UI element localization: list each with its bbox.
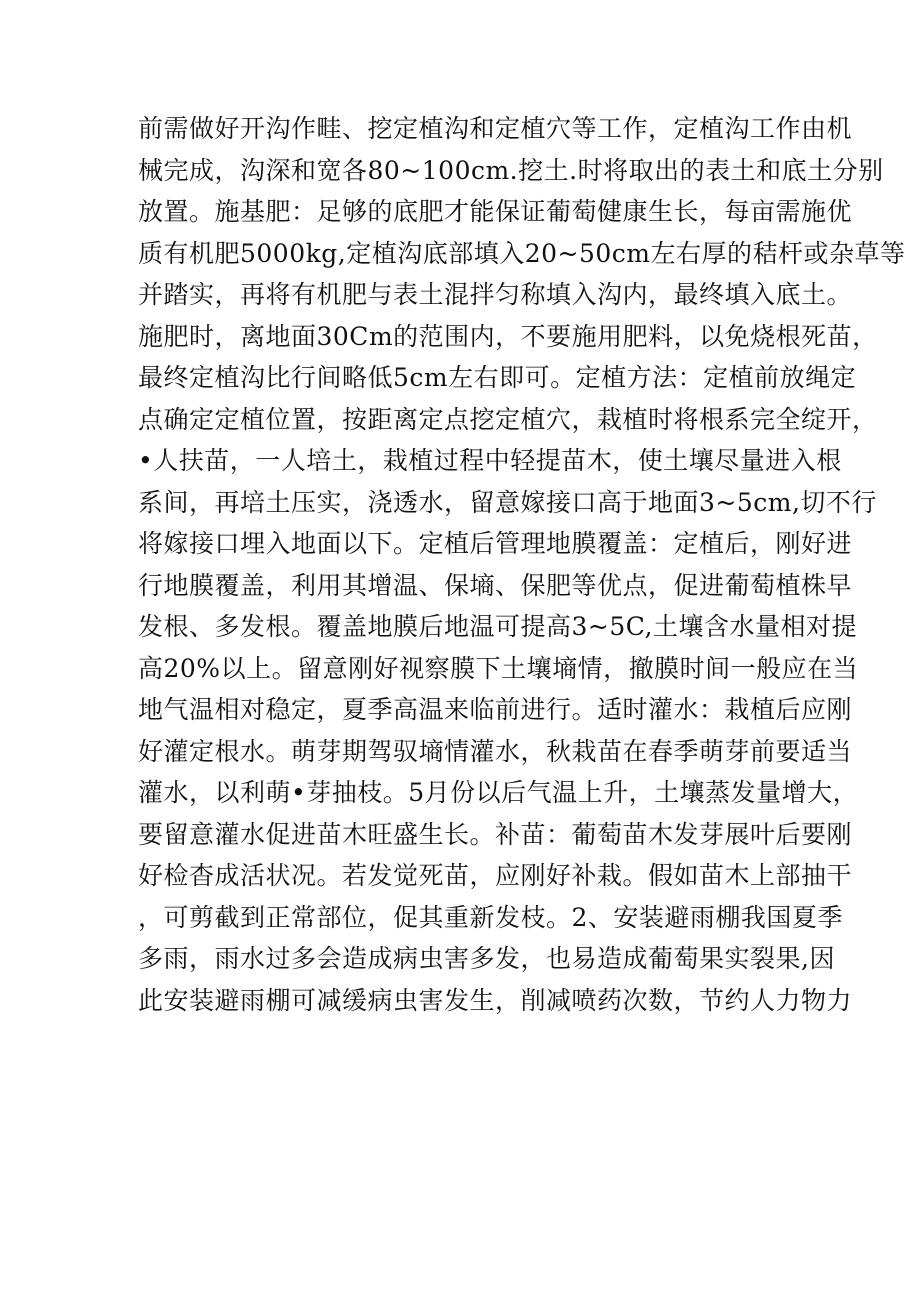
text-line: ，可剪截到正常部位，促其重新发枝。2、安装避雨棚我国夏季 bbox=[138, 902, 843, 932]
text-line: 放置。施基肥：足够的底肥才能保证葡萄健康生长，每亩需施优 bbox=[138, 197, 853, 226]
text-line: 点确定定植位置，按距离定点挖定植穴，栽植时将根系完全绽开， bbox=[138, 404, 878, 434]
text-line: 械完成，沟深和宽各80~100cm.挖土.时将取出的表土和底土分别 bbox=[138, 155, 884, 185]
text-line: 施肥时，离地面30Cm的范围内，不要施用肥料，以免烧根死苗， bbox=[138, 321, 878, 351]
text-line: 好检杳成活状况。若发觉死苗，应刚好补栽。假如苗木上部抽干 bbox=[138, 861, 853, 890]
text-line: 发根、多发根。覆盖地膜后地温可提高3~5C,土壤含水量相对提 bbox=[138, 612, 857, 641]
text-line: 好灌定根水。萌芽期驾驭墒情灌水，秋栽苗在春季萌芽前要适当 bbox=[138, 736, 853, 766]
text-line: •人扶苗，一人培土，栽植过程中轻提苗木，使土壤尽量进入根 bbox=[138, 446, 842, 475]
text-line: 前需做好开沟作畦、挖定植沟和定植穴等工作，定植沟工作由机 bbox=[138, 114, 853, 143]
text-line: 系间，再培土压实，浇透水，留意嫁接口高于地面3~5cm,切不行 bbox=[138, 487, 877, 517]
text-line: 灌水，以利萌•芽抽枝。5月份以后气温上升，土壤蒸发量增大， bbox=[138, 778, 859, 807]
text-line: 高20%以上。留意刚好视察膜下土壤墒情，撤膜时间一般应在当 bbox=[138, 653, 859, 683]
text-line: 最终定植沟比行间略低5cm左右即可。定植方法：定植前放绳定 bbox=[138, 363, 857, 392]
body-text bbox=[138, 108, 906, 1021]
text-line: 质有机肥5000kg,定植沟底部填入20~50cm左右厚的秸杆或杂草等 bbox=[138, 238, 906, 268]
text-line: 要留意灌水促进苗木旺盛生长。补苗：葡萄苗木发芽展叶后要刚 bbox=[138, 819, 853, 849]
text-line: 此安装避雨棚可减缓病虫害发生，削减喷药次数，节约人力物力 bbox=[138, 985, 853, 1015]
text-line: 多雨，雨水过多会造成病虫害多发，也易造成葡萄果实裂果,因 bbox=[138, 944, 835, 973]
text-line: 将嫁接口埋入地面以下。定植后管理地膜覆盖：定植后，刚好进 bbox=[138, 529, 853, 558]
text-line: 并踏实，再将有机肥与表土混拌匀称填入沟内，最终填入底土。 bbox=[138, 280, 853, 309]
text-line: 地气温相对稳定，夏季高温来临前进行。适时灌水：栽植后应刚 bbox=[138, 695, 853, 724]
text-line: 行地膜覆盖，利用其增温、保墒、保肥等优点，促进葡萄植株早 bbox=[138, 570, 853, 600]
